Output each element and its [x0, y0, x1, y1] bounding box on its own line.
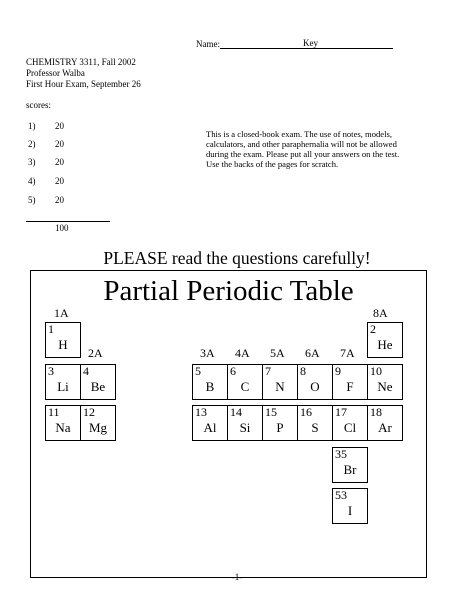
atomic-number: 15: [265, 405, 277, 419]
instruction-line: Use the backs of the pages for scratch.: [206, 159, 339, 169]
atomic-number: 1: [48, 322, 54, 336]
atomic-number: 2: [370, 322, 376, 336]
name-label: Name:: [196, 39, 220, 49]
score-number: 3): [28, 157, 36, 167]
atomic-number: 9: [335, 364, 341, 378]
element-cell: [262, 364, 298, 400]
element-cell: [332, 447, 368, 483]
element-cell: [80, 364, 116, 400]
score-number: 5): [28, 195, 36, 205]
course-line: CHEMISTRY 3311, Fall 2002: [26, 57, 136, 67]
name-blank: [220, 38, 318, 49]
atomic-number: 8: [300, 364, 306, 378]
element-symbol: Cl: [343, 420, 357, 435]
element-cell: [192, 364, 228, 400]
atomic-number: 3: [48, 364, 54, 378]
element-symbol: Ne: [377, 379, 393, 394]
element-symbol: Si: [239, 420, 251, 435]
exam-line: First Hour Exam, September 26: [26, 79, 141, 89]
element-symbol: He: [377, 337, 393, 352]
exam-header: [26, 57, 141, 90]
element-cell: [367, 322, 403, 358]
periodic-table-title: Partial Periodic Table: [103, 275, 354, 307]
group-label: 3A: [200, 346, 215, 360]
score-number: 1): [28, 121, 36, 131]
professor-line: Professor Walba: [26, 68, 85, 78]
element-cell: [45, 322, 81, 358]
atomic-number: 4: [83, 364, 89, 378]
element-symbol: F: [346, 379, 354, 394]
element-symbol: Al: [203, 420, 217, 435]
element-symbol: Mg: [88, 420, 108, 435]
group-label: 6A: [305, 346, 320, 360]
element-symbol: Br: [343, 462, 357, 477]
element-cell: [80, 405, 116, 441]
element-cell: [367, 405, 403, 441]
element-symbol: Ar: [378, 420, 392, 435]
name-blank-tail: [318, 38, 393, 49]
element-cell: [45, 405, 81, 441]
atomic-number: 7: [265, 364, 271, 378]
please-heading: PLEASE read the questions carefully!: [103, 248, 371, 268]
group-label: 8A: [373, 306, 388, 320]
score-number: 4): [28, 176, 36, 186]
element-symbol: Be: [90, 379, 106, 394]
group-label: 1A: [54, 306, 69, 320]
group-label: 7A: [340, 346, 355, 360]
element-symbol: N: [275, 379, 285, 394]
instructions: [206, 129, 399, 169]
group-label: 2A: [88, 346, 103, 360]
instruction-line: This is a closed-book exam. The use of notes, models,: [206, 129, 393, 139]
score-value: 20: [55, 139, 64, 149]
element-cell: [367, 364, 403, 400]
name-value: Key: [303, 38, 318, 48]
atomic-number: 6: [230, 364, 236, 378]
group-label: 5A: [270, 346, 285, 360]
atomic-number: 10: [370, 364, 382, 378]
score-value: 20: [55, 176, 64, 186]
element-symbol: B: [205, 379, 215, 394]
element-cell: [45, 364, 81, 400]
element-symbol: S: [311, 420, 319, 435]
element-symbol: O: [310, 379, 320, 394]
element-symbol: Na: [55, 420, 71, 435]
atomic-number: 17: [335, 405, 347, 419]
scores-label: scores:: [26, 100, 51, 110]
atomic-number: 35: [335, 447, 347, 461]
instruction-line: calculators, and other paraphernalia will not be allowed: [206, 139, 397, 149]
atomic-number: 18: [370, 405, 382, 419]
instruction-line: during the exam. Please put all your answers on the test.: [206, 149, 400, 159]
element-symbol: Li: [57, 379, 69, 394]
name-line: [196, 38, 393, 49]
element-cell: [227, 405, 263, 441]
element-cell: [297, 364, 333, 400]
element-cell: [227, 364, 263, 400]
score-number: 2): [28, 139, 36, 149]
score-total: 100: [55, 223, 69, 233]
total-divider: [26, 221, 110, 222]
atomic-number: 53: [335, 488, 347, 502]
atomic-number: 12: [83, 405, 95, 419]
element-symbol: C: [240, 379, 250, 394]
page-number: -1-: [231, 572, 243, 582]
atomic-number: 14: [230, 405, 242, 419]
element-cell: [192, 405, 228, 441]
element-cell: [332, 488, 368, 524]
element-cell: [262, 405, 298, 441]
score-value: 20: [55, 195, 64, 205]
score-value: 20: [55, 157, 64, 167]
element-symbol: I: [347, 503, 353, 518]
element-symbol: H: [58, 337, 68, 352]
element-cell: [332, 364, 368, 400]
atomic-number: 13: [195, 405, 207, 419]
group-label: 4A: [235, 346, 250, 360]
atomic-number: 11: [48, 405, 60, 419]
element-symbol: P: [276, 420, 284, 435]
element-cell: [297, 405, 333, 441]
atomic-number: 16: [300, 405, 312, 419]
atomic-number: 5: [195, 364, 201, 378]
element-cell: [332, 405, 368, 441]
score-value: 20: [55, 121, 64, 131]
